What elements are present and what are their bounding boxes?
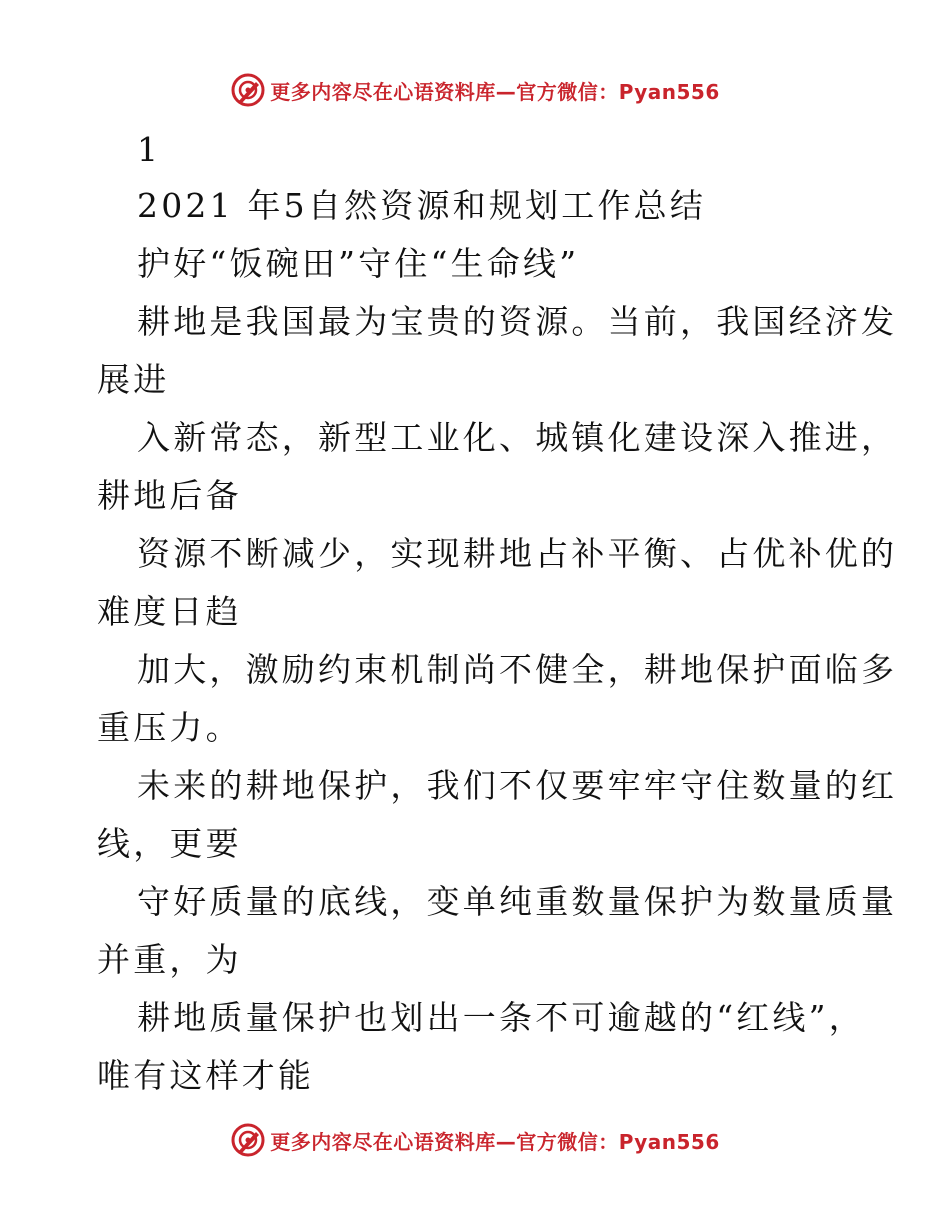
logo-icon	[230, 1122, 266, 1158]
header-banner	[0, 70, 950, 110]
paragraph-line: 唯有这样才能	[97, 1056, 315, 1095]
paragraph-line: 重压力。	[97, 708, 242, 747]
paragraph-line: 并重，为	[97, 940, 242, 979]
paragraph-line: 守好质量的底线，变单纯重数量保护为数量质量	[137, 882, 898, 921]
paragraph-line: 展进	[97, 360, 170, 399]
paragraph-line: 资源不断减少，实现耕地占补平衡、占优补优的	[137, 534, 898, 573]
paragraph-line: 耕地是我国最为宝贵的资源。当前，我国经济发	[137, 302, 898, 341]
banner-text: 更多内容尽在心语资料库—官方微信：Pyan556	[270, 1129, 720, 1154]
paragraph-line: 未来的耕地保护，我们不仅要牢牢守住数量的红	[137, 766, 898, 805]
footer-banner	[0, 1120, 950, 1160]
paragraph-line: 加大，激励约束机制尚不健全，耕地保护面临多	[137, 650, 898, 689]
paragraph-line: 线，更要	[97, 824, 242, 863]
paragraph-line: 难度日趋	[97, 592, 242, 631]
paragraph-line: 耕地后备	[97, 476, 242, 515]
document-title: 2021 年5自然资源和规划工作总结	[137, 186, 707, 225]
logo-icon	[230, 72, 266, 108]
paragraph-line: 入新常态，新型工业化、城镇化建设深入推进，	[137, 418, 898, 457]
banner-text: 更多内容尽在心语资料库—官方微信：Pyan556	[270, 79, 720, 104]
paragraph-line: 耕地质量保护也划出一条不可逾越的“红线”，	[137, 998, 865, 1037]
document-subtitle: 护好“饭碗田”守住“生命线”	[137, 244, 580, 283]
page-number: 1	[137, 130, 162, 169]
